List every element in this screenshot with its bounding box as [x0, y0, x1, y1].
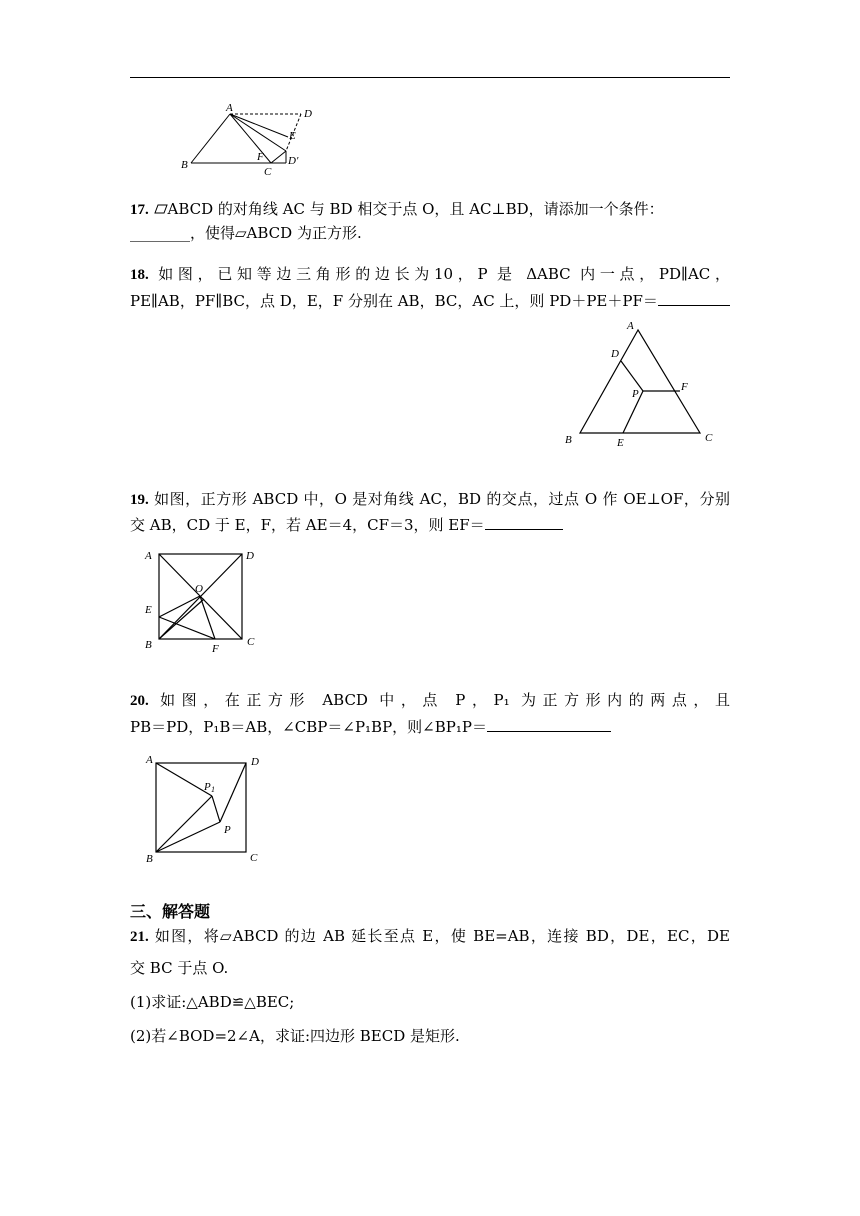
parallelogram-icon — [154, 204, 168, 214]
label-E: E — [145, 604, 152, 616]
label-D-prime: D′ — [288, 155, 299, 167]
label-C: C — [264, 166, 272, 178]
q21-text1: 如图，将▱ABCD 的边 AB 延长至点 E，使 BE=AB，连接 BD，DE，EC，DE — [154, 927, 730, 945]
label-A: A — [627, 320, 634, 332]
label-F: F — [212, 643, 219, 655]
label-C: C — [250, 852, 258, 864]
q18-answer-blank — [658, 290, 730, 306]
q20-text1: 如图，在正方形 ABCD 中，点 P，P₁ 为正方形内的两点，且 — [160, 691, 730, 709]
label-P: P — [224, 824, 231, 836]
q20-number: 20. — [130, 693, 149, 709]
figure-q20 — [140, 750, 270, 868]
q18-line2 — [130, 290, 730, 311]
q19-answer-blank — [485, 514, 563, 530]
q20-answer-blank — [487, 716, 611, 732]
q21-number: 21. — [130, 929, 149, 945]
q17-text1: ABCD 的对角线 AC 与 BD 相交于点 O，且 AC⊥BD，请添加一个条件： — [167, 200, 664, 218]
label-P: P — [632, 388, 639, 400]
section-title: 三、解答题 — [130, 902, 211, 921]
q17-number: 17. — [130, 202, 149, 218]
header-rule — [130, 77, 730, 78]
q18-text1: 如图，已知等边三角形的边长为10，P 是 ΔABC 内一点，PD∥AC， — [158, 265, 730, 283]
label-C: C — [247, 636, 255, 648]
label-A: A — [146, 754, 153, 766]
q21-line2: 交 BC 于点 O. — [130, 959, 229, 977]
q20-line2 — [130, 716, 611, 737]
q19-line1 — [130, 489, 730, 510]
q20-line1 — [130, 690, 730, 711]
label-F: F — [257, 151, 264, 163]
label-B: B — [565, 434, 572, 446]
label-F: F — [681, 381, 688, 393]
q21-part1: (1)求证:△ABD≌△BEC; — [130, 993, 295, 1011]
q19-text2: 交 AB，CD 于 E，F，若 AE＝4，CF＝3，则 EF＝ — [130, 516, 485, 534]
q19-line2 — [130, 514, 563, 535]
label-O: O — [195, 583, 203, 595]
figure-q19 — [140, 545, 265, 657]
q20-text2: PB＝PD，P₁B＝AB，∠CBP＝∠P₁BP，则∠BP₁P＝ — [130, 718, 487, 736]
label-A: A — [145, 550, 152, 562]
label-E: E — [289, 130, 296, 142]
label-D: D — [611, 348, 619, 360]
label-B: B — [145, 639, 152, 651]
q18-line1 — [130, 264, 730, 285]
label-D: D — [251, 756, 259, 768]
label-D: D — [304, 108, 312, 120]
label-B: B — [181, 159, 188, 171]
q21-part2: (2)若∠BOD=2∠A，求证:四边形 BECD 是矩形. — [130, 1027, 460, 1045]
q18-text2: PE∥AB，PF∥BC，点 D，E，F 分别在 AB，BC，AC 上，则 PD＋PE＋PF＝ — [130, 292, 658, 310]
label-E: E — [617, 437, 624, 449]
q17-line1 — [130, 199, 664, 220]
figure-q18 — [560, 318, 725, 453]
q17-line2: ________，使得▱ABCD 为正方形. — [130, 224, 362, 242]
q19-text1: 如图，正方形 ABCD 中，O 是对角线 AC，BD 的交点，过点 O 作 OE⊥OF，分别 — [154, 490, 730, 508]
label-C: C — [705, 432, 713, 444]
label-A: A — [226, 102, 233, 114]
label-P1: P — [204, 781, 211, 793]
label-B: B — [146, 853, 153, 865]
q21-line1 — [130, 926, 730, 947]
label-P1-subscript: 1 — [211, 785, 215, 794]
figure-q16 — [175, 100, 325, 180]
q19-number: 19. — [130, 492, 149, 508]
label-D: D — [246, 550, 254, 562]
q18-number: 18. — [130, 267, 149, 283]
